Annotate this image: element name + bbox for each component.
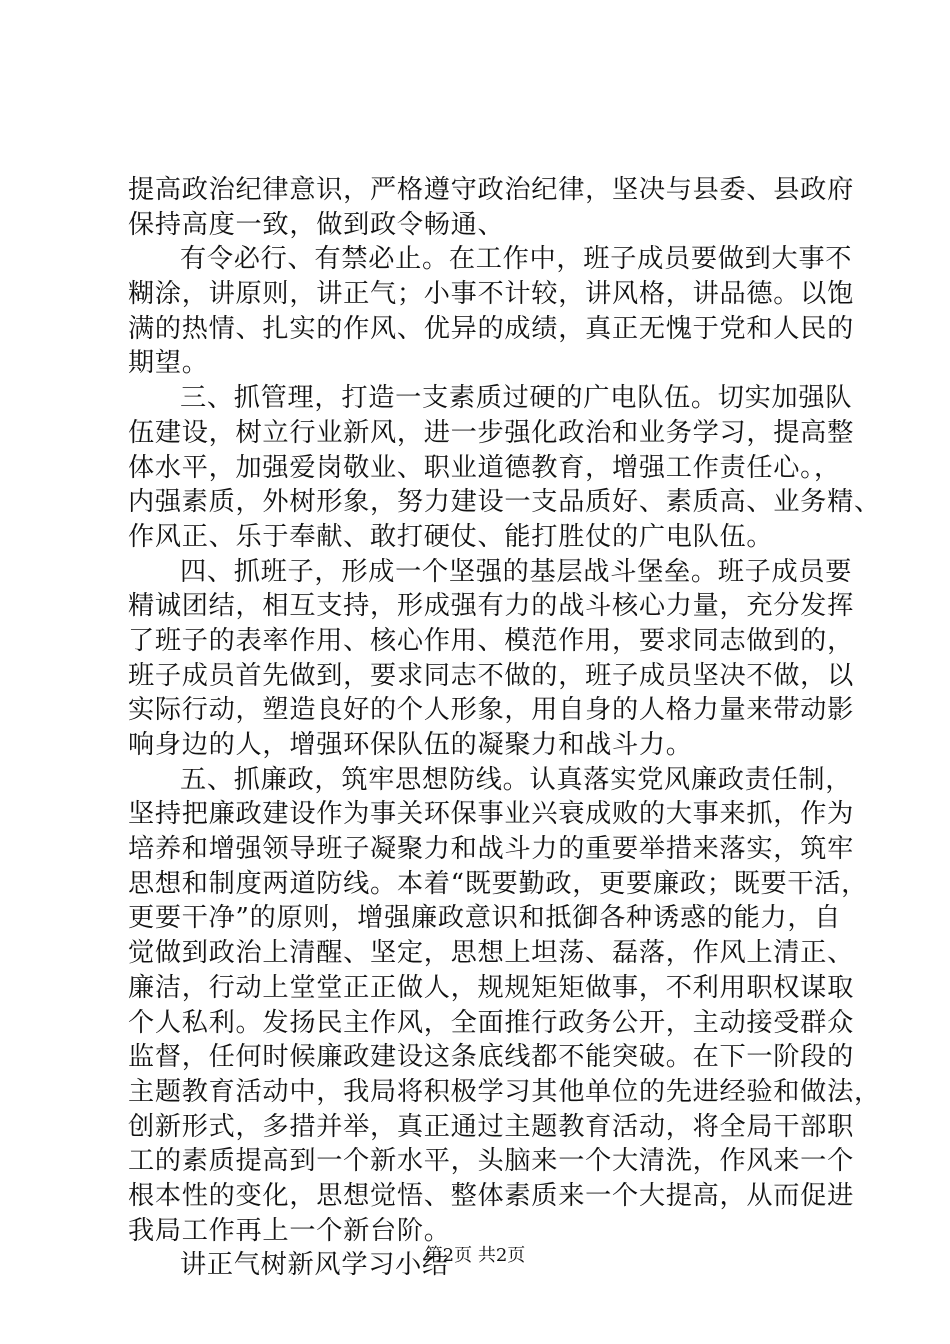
- text-line: 伍建设，树立行业新风，进一步强化政治和业务学习，提高整: [128, 417, 854, 448]
- text-line: 创新形式，多措并举，真正通过主题教育活动，将全局干部职: [128, 1111, 854, 1142]
- text-line: 内强素质，外树形象，努力建设一支品质好、素质高、业务精、: [128, 487, 881, 518]
- text-line: 糊涂，讲原则，讲正气；小事不计较，讲风格，讲品德。以饱: [128, 279, 854, 310]
- text-line: 四、抓班子，形成一个坚强的基层战斗堡垒。班子成员要: [180, 556, 853, 587]
- page-footer: 第2页 共2页: [424, 1245, 526, 1266]
- text-line: 根本性的变化，思想觉悟、整体素质来一个大提高，从而促进: [128, 1180, 854, 1211]
- text-line: 个人私利。发扬民主作风，全面推行政务公开，主动接受群众: [128, 1007, 854, 1038]
- text-line: 廉洁，行动上堂堂正正做人，规规矩矩做事，不利用职权谋取: [128, 972, 854, 1003]
- text-line: 培养和增强领导班子凝聚力和战斗力的重要举措来落实，筑牢: [128, 834, 854, 865]
- text-line: 五、抓廉政，筑牢思想防线。认真落实党风廉政责任制，: [180, 764, 853, 795]
- text-line: 三、抓管理，打造一支素质过硬的广电队伍。切实加强队: [180, 383, 853, 414]
- text-line: 有令必行、有禁必止。在工作中，班子成员要做到大事不: [180, 244, 853, 275]
- text-line: 精诚团结，相互支持，形成强有力的战斗核心力量，充分发挥: [128, 591, 854, 622]
- text-line: 更要干净”的原则，增强廉政意识和抵御各种诱惑的能力，自: [128, 903, 842, 934]
- text-line: 觉做到政治上清醒、坚定，思想上坦荡、磊落，作风上清正、: [128, 938, 854, 969]
- text-line: 了班子的表率作用、核心作用、模范作用，要求同志做到的，: [128, 625, 854, 656]
- text-line: 满的热情、扎实的作风、优异的成绩，真正无愧于党和人民的: [128, 313, 854, 344]
- text-line: 监督，任何时候廉政建设这条底线都不能突破。在下一阶段的: [128, 1042, 854, 1073]
- text-line: 讲正气树新风学习小结: [180, 1250, 449, 1281]
- text-line: 实际行动，塑造良好的个人形象，用自身的人格力量来带动影: [128, 695, 854, 726]
- text-line: 提高政治纪律意识，严格遵守政治纪律，坚决与县委、县政府: [128, 175, 854, 205]
- text-line: 作风正、乐于奉献、敢打硬仗、能打胜仗的广电队伍。: [128, 521, 774, 552]
- text-line: 班子成员首先做到，要求同志不做的，班子成员坚决不做，以: [128, 660, 854, 691]
- text-line: 期望。: [128, 348, 209, 379]
- text-line: 工的素质提高到一个新水平，头脑来一个大清洗，作风来一个: [128, 1146, 854, 1177]
- text-line: 思想和制度两道防线。本着“既要勤政，更要廉政；既要干活，: [128, 868, 869, 899]
- text-line: 我局工作再上一个新台阶。: [128, 1215, 451, 1246]
- text-line: 保持高度一致，做到政令畅通、: [128, 209, 505, 240]
- text-line: 体水平，加强爱岗敬业、职业道德教育，增强工作责任心。，: [128, 452, 841, 483]
- document-body: [128, 173, 881, 1283]
- text-line: 响身边的人，增强环保队伍的凝聚力和战斗力。: [128, 730, 693, 760]
- text-line: 坚持把廉政建设作为事关环保事业兴衰成败的大事来抓，作为: [128, 799, 854, 830]
- text-line: 主题教育活动中，我局将积极学习其他单位的先进经验和做法，: [128, 1076, 881, 1107]
